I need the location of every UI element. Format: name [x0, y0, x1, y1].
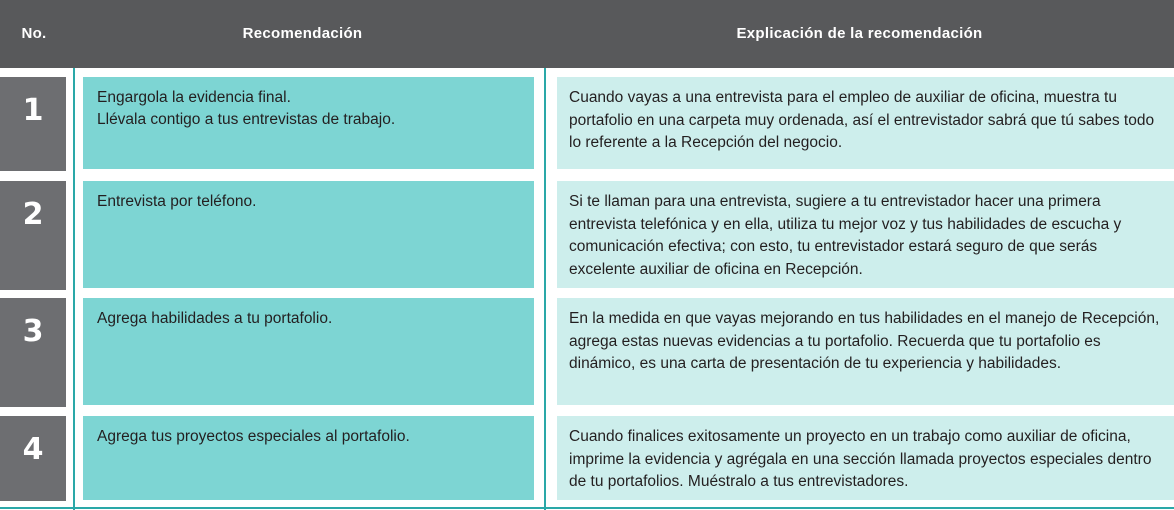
explanation-cell: En la medida en que vayas mejorando en tus habilidades en el manejo de Recepción, agrega estas nuevas evidencias a tu portafolio. Recuerda que tu portafolio es dinámico, es una carta de presentación de tu experiencia y habilidades.	[557, 298, 1174, 405]
explanation-cell: Si te llaman para una entrevista, sugiere a tu entrevistador hacer una primera entrevista telefónica y en ella, utiliza tu mejor voz y tus habilidades de escucha y comunicación efectiva; con esto, tu entrevistador estará seguro de que serás excelente auxiliar de oficina en Recepción.	[557, 181, 1174, 288]
recommendation-text: Agrega tus proyectos especiales al portafolio.	[97, 428, 410, 445]
explanation-cell: Cuando finalices exitosamente un proyecto en un trabajo como auxiliar de oficina, imprime la evidencia y agrégala en una sección llamada proyectos especiales dentro de tu portafolios. Muéstralo a tus entrevistadores.	[557, 416, 1174, 500]
table-row	[0, 181, 1174, 290]
recommendation-text: Llévala contigo a tus entrevistas de trabajo.	[97, 111, 396, 128]
recommendation-cell	[83, 181, 534, 288]
table-row	[0, 298, 1174, 407]
table-bottom-border	[0, 507, 1174, 509]
recommendation-cell	[83, 77, 534, 169]
table-row	[0, 77, 1174, 171]
table-row	[0, 416, 1174, 501]
header-recommendation: Recomendación	[242, 25, 363, 42]
header-explanation: Explicación de la recomendación	[736, 25, 983, 42]
recommendation-text: Entrevista por teléfono.	[97, 193, 257, 210]
row-number: 1	[0, 77, 66, 171]
row-number: 4	[0, 416, 66, 501]
recommendation-text: Agrega habilidades a tu portafolio.	[97, 310, 333, 327]
table-header	[0, 0, 1174, 68]
recommendation-cell	[83, 416, 534, 500]
recommendation-cell	[83, 298, 534, 405]
row-number: 3	[0, 298, 66, 407]
row-number: 2	[0, 181, 66, 290]
header-number: No.	[21, 25, 47, 42]
recommendation-text: Engargola la evidencia final.	[97, 89, 291, 106]
explanation-cell: Cuando vayas a una entrevista para el empleo de auxiliar de oficina, muestra tu portafolio en una carpeta muy ordenada, así el entrevistador sabrá que tú sabes todo lo referente a la Recepción del negocio.	[557, 77, 1174, 169]
